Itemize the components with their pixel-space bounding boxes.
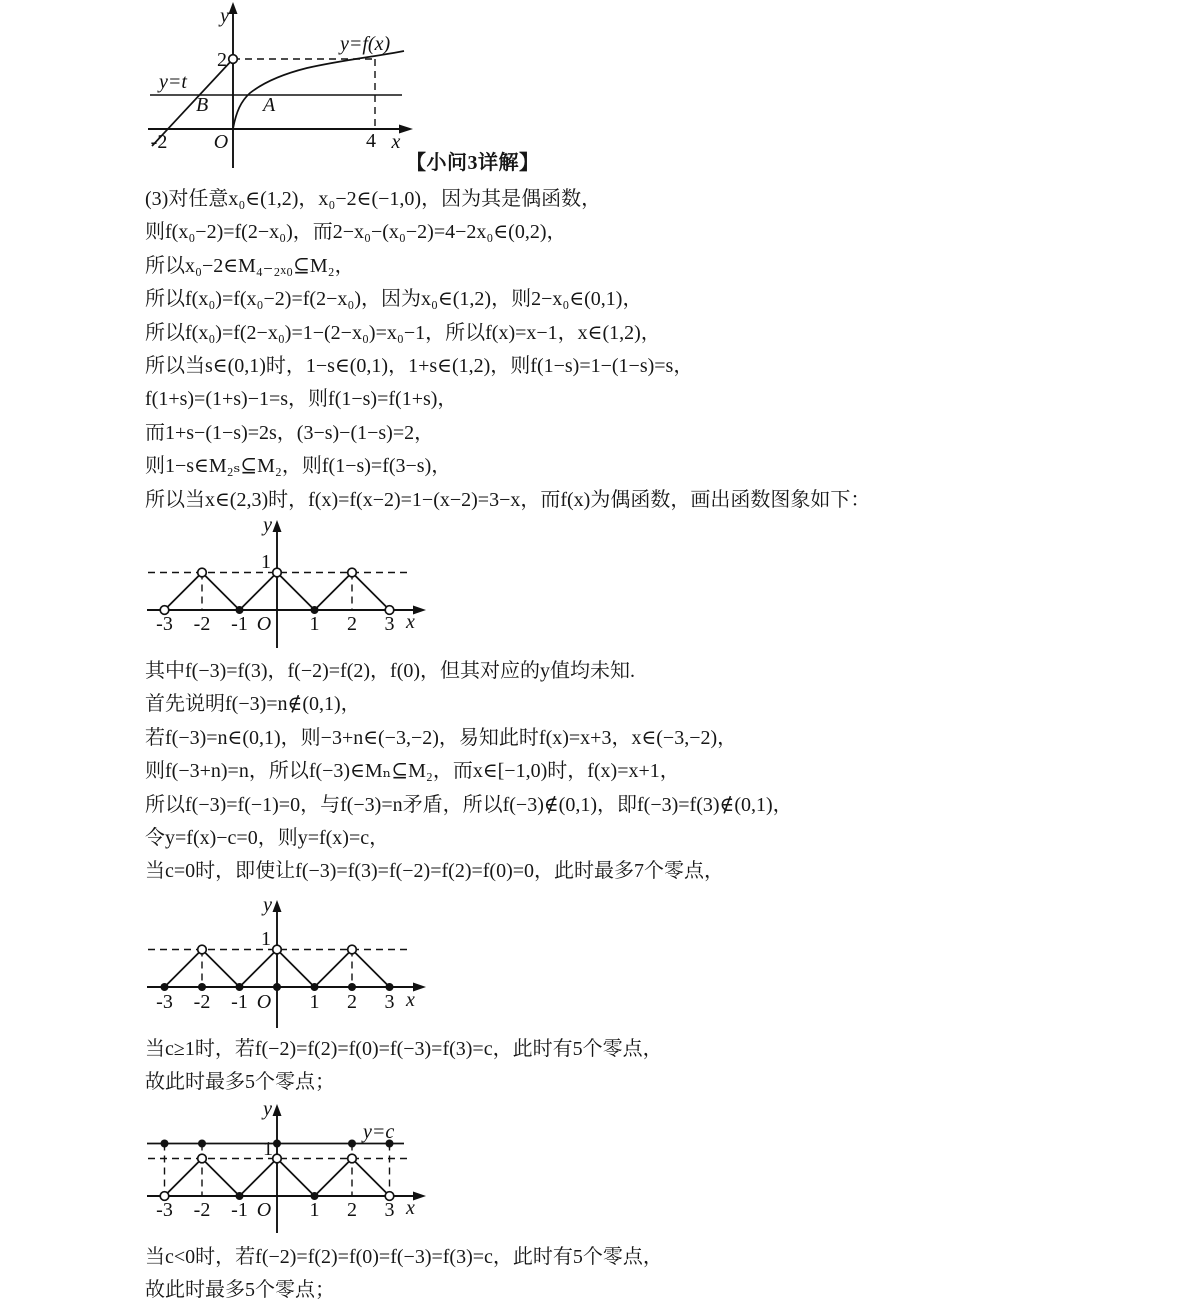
x-tick: -2: [193, 1199, 211, 1221]
y-axis-arrow-icon: [273, 900, 282, 912]
text-line: 则f(x₀−2)=f(2−x₀)，而2−x₀−(x₀−2)=4−2x₀∈(0,2)，: [145, 221, 567, 244]
y-axis-arrow-icon: [273, 1104, 282, 1116]
y-axis-label: y: [263, 894, 272, 916]
x-tick-neg2: -2: [150, 131, 168, 153]
x-tick: -1: [231, 613, 248, 635]
y-tick-1: 1: [261, 928, 271, 950]
text-line: 所以x₀−2∈M₄₋₂ₓ₀⊆M₂，: [145, 254, 355, 277]
paragraph-1: [145, 183, 870, 517]
y-axis-arrow-icon: [229, 2, 238, 14]
figure-wave-3: [145, 1100, 445, 1238]
text-line: 故此时最多5个零点；: [145, 1279, 335, 1302]
text-line: 当c=0时，即使让f(−3)=f(3)=f(−2)=f(2)=f(0)=0，此时最多7个零点，: [145, 860, 725, 883]
y-tick-1: 1: [261, 551, 271, 573]
x-axis-label: x: [391, 131, 401, 153]
y-axis-label: y: [263, 1098, 272, 1120]
x-tick: 1: [309, 613, 320, 635]
paragraph-4: [145, 1241, 663, 1307]
text-line: (3)对任意x₀∈(1,2)，x₀−2∈(−1,0)，因为其是偶函数，: [145, 188, 602, 210]
text-line: 则1−s∈M₂ₛ⊆M₂，则f(1−s)=f(3−s)，: [145, 455, 452, 478]
x-tick: -3: [156, 1199, 173, 1221]
text-line: 所以当x∈(2,3)时，f(x)=f(x−2)=1−(x−2)=3−x，而f(x)为偶函数，画出函数图象如下：: [145, 488, 871, 511]
x-tick: -2: [193, 991, 211, 1013]
text-line: 令y=f(x)−c=0，则y=f(x)=c，: [145, 826, 390, 849]
x-tick: 1: [309, 991, 320, 1013]
text-line: 其中f(−3)=f(3)，f(−2)=f(2)，f(0)，但其对应的y值均未知.: [145, 660, 636, 682]
x-tick: -3: [156, 991, 173, 1013]
x-axis-label: x: [406, 611, 415, 633]
x-axis-label: x: [406, 989, 415, 1011]
x-axis-label: x: [406, 1197, 415, 1219]
x-tick-4: 4: [366, 130, 376, 152]
x-axis-arrow-icon: [413, 1192, 426, 1201]
origin-label: O: [213, 131, 229, 153]
point-a-label: A: [263, 94, 276, 116]
x-tick: -3: [156, 613, 173, 635]
y-axis-label: y: [220, 5, 229, 27]
text-line: 所以f(−3)=f(−1)=0，与f(−3)=n矛盾，所以f(−3)∉(0,1)，即f(−3)=f(3)∉(0,1)，: [145, 793, 793, 816]
text-line: 当c≥1时，若f(−2)=f(2)=f(0)=f(−3)=f(3)=c，此时有5个零点，: [145, 1038, 663, 1060]
figure-curve: [130, 0, 440, 176]
open-point-0-2: [229, 55, 238, 64]
text-line: 当c<0时，若f(−2)=f(2)=f(0)=f(−3)=f(3)=c，此时有5个零点，: [145, 1246, 663, 1268]
plot-elements: [148, 945, 408, 991]
origin-label: O: [256, 991, 272, 1013]
x-tick: -1: [231, 991, 248, 1013]
figure-wave-2: [145, 896, 445, 1032]
curve-y-equals-fx: [233, 51, 404, 129]
c-line-label: y=c: [363, 1121, 395, 1143]
y-axis-label: y: [263, 514, 272, 536]
text-line: 所以f(x₀)=f(x₀−2)=f(2−x₀)，因为x₀∈(1,2)，则2−x₀∈(0,1)，: [145, 288, 643, 311]
x-axis-arrow-icon: [399, 125, 413, 134]
x-tick: 3: [384, 1199, 395, 1221]
x-axis-arrow-icon: [413, 606, 426, 615]
text-line: 而1+s−(1−s)=2s，(3−s)−(1−s)=2，: [145, 421, 435, 444]
paragraph-2: [145, 655, 793, 889]
x-tick: -1: [231, 1199, 248, 1221]
x-tick: 3: [384, 991, 395, 1013]
text-line: 故此时最多5个零点；: [145, 1071, 335, 1094]
x-tick: 2: [347, 1199, 357, 1221]
paragraph-3: [145, 1033, 663, 1100]
x-tick: 3: [384, 613, 395, 635]
y-axis-arrow-icon: [273, 520, 282, 532]
figure-wave-1: [145, 516, 445, 652]
x-axis-arrow-icon: [413, 983, 426, 992]
text-line: f(1+s)=(1+s)−1=s，则f(1−s)=f(1+s)，: [145, 388, 458, 411]
text-line: 所以f(x₀)=f(2−x₀)=1−(2−x₀)=x₀−1，所以f(x)=x−1，x∈(1,2)，: [145, 321, 661, 344]
origin-label: O: [256, 1199, 272, 1221]
y-tick-1: 1: [263, 1138, 273, 1160]
hline-label: y=t: [159, 71, 187, 93]
x-tick: 2: [347, 613, 357, 635]
plot-elements: [148, 568, 408, 614]
origin-label: O: [256, 613, 272, 635]
x-tick: 1: [309, 1199, 320, 1221]
text-line: 所以当s∈(0,1)时，1−s∈(0,1)，1+s∈(1,2)，则f(1−s)=1−(1−s)=s，: [145, 354, 694, 377]
section-heading: 【小问3详解】: [406, 152, 540, 174]
text-line: 首先说明f(−3)=n∉(0,1)，: [145, 693, 361, 716]
text-line: 则f(−3+n)=n，所以f(−3)∈Mₙ⊆M₂，而x∈[−1,0)时，f(x)=x+1，: [145, 760, 680, 783]
x-tick: 2: [347, 991, 357, 1013]
curve-label: y=f(x): [340, 33, 391, 55]
point-b-label: B: [196, 94, 209, 116]
y-tick-2: 2: [217, 49, 227, 71]
x-tick: -2: [193, 613, 211, 635]
text-line: 若f(−3)=n∈(0,1)，则−3+n∈(−3,−2)，易知此时f(x)=x+3，x∈(−3,−2)，: [145, 726, 738, 749]
